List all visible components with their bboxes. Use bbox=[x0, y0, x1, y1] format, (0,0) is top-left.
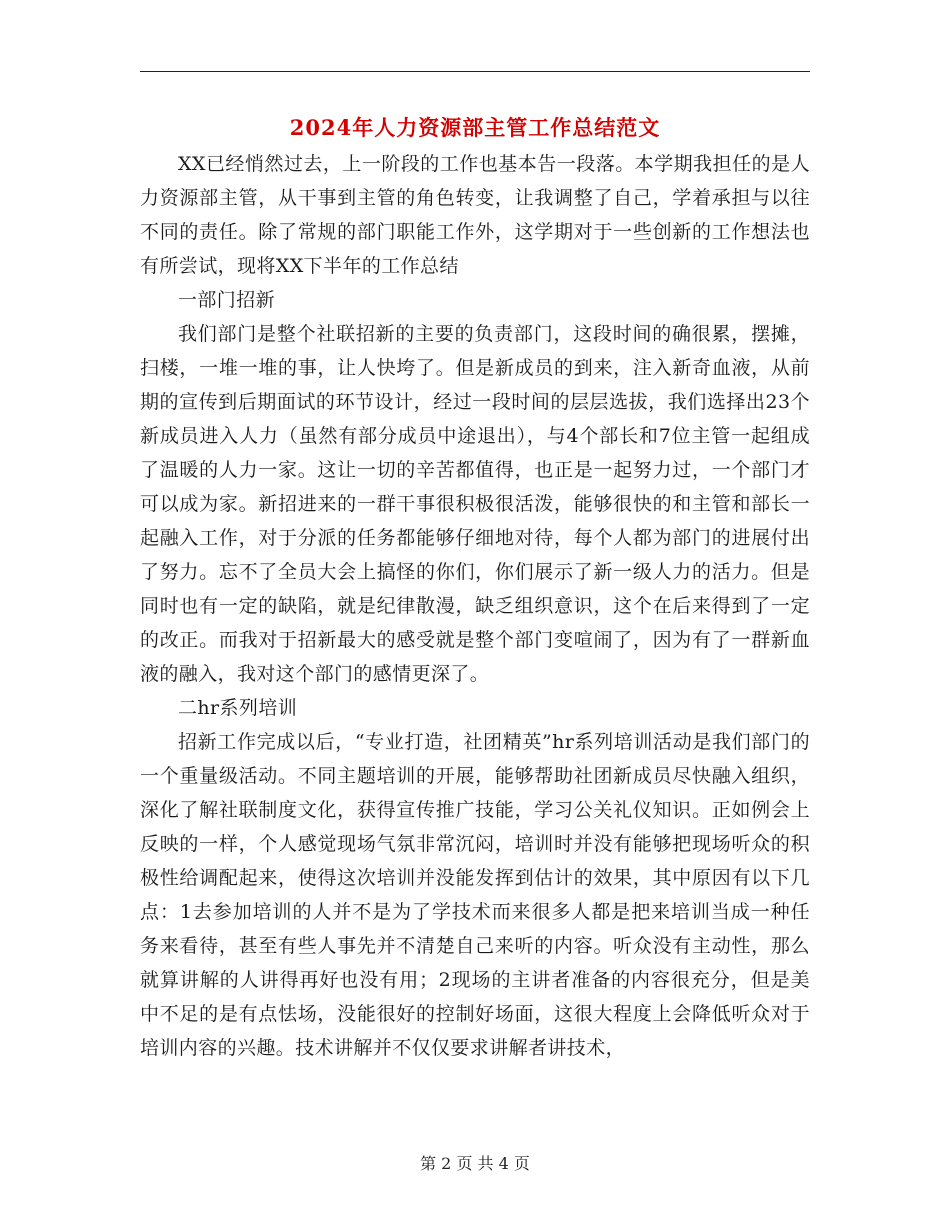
intro-paragraph: XX已经悄然过去，上一阶段的工作也基本告一段落。本学期我担任的是人力资源部主管，从干事到主管的角色转变，让我调整了自己，学着承担与以往不同的责任。除了常规的部门职能工作外，这学期对于一些创新的工作想法也有所尝试，现将XX下半年的工作总结 bbox=[140, 153, 810, 277]
header-rule bbox=[140, 71, 810, 72]
document-title: 2024年人力资源部主管工作总结范文 bbox=[289, 115, 661, 140]
section-heading-training: 二hr系列培训 bbox=[178, 697, 298, 719]
section-heading-recruitment: 一部门招新 bbox=[178, 289, 276, 311]
recruitment-paragraph: 我们部门是整个社联招新的主要的负责部门，这段时间的确很累，摆摊，扫楼，一堆一堆的事，让人快垮了。但是新成员的到来，注入新奇血液，从前期的宣传到后期面试的环节设计，经过一段时间的层层选拔，我们选择出23个新成员进入人力（虽然有部分成员中途退出），与4个部长和7位主管一起组成了温暖的人力一家。这让一切的辛苦都值得，也正是一起努力过，一个部门才可以成为家。新招进来的一群干事很积极很活泼，能够很快的和主管和部长一起融入工作，对于分派的任务都能够仔细地对待，每个人都为部门的进展付出了努力。忘不了全员大会上搞怪的你们，你们展示了新一级人力的活力。但是同时也有一定的缺陷，就是纪律散漫，缺乏组织意识，这个在后来得到了一定的改正。而我对于招新最大的感受就是整个部门变喧闹了，因为有了一群新血液的融入，我对这个部门的感情更深了。 bbox=[140, 323, 810, 685]
page-number-footer: 第 2 页 共 4 页 bbox=[420, 1154, 530, 1173]
document-body bbox=[140, 147, 810, 1065]
training-paragraph: 招新工作完成以后，“专业打造，社团精英”hr系列培训活动是我们部门的一个重量级活动。不同主题培训的开展，能够帮助社团新成员尽快融入组织，深化了解社联制度文化，获得宣传推广技能，学习公关礼仪知识。正如例会上反映的一样，个人感觉现场气氛非常沉闷，培训时并没有能够把现场听众的积极性给调配起来，使得这次培训并没能发挥到估计的效果，其中原因有以下几点：1去参加培训的人并不是为了学技术而来很多人都是把来培训当成一种任务来看待，甚至有些人事先并不清楚自己来听的内容。听众没有主动性，那么就算讲解的人讲得再好也没有用；2现场的主讲者准备的内容很充分，但是美中不足的是有点怯场，没能很好的控制好场面，这很大程度上会降低听众对于培训内容的兴趣。技术讲解并不仅仅要求讲解者讲技术， bbox=[140, 731, 810, 1059]
